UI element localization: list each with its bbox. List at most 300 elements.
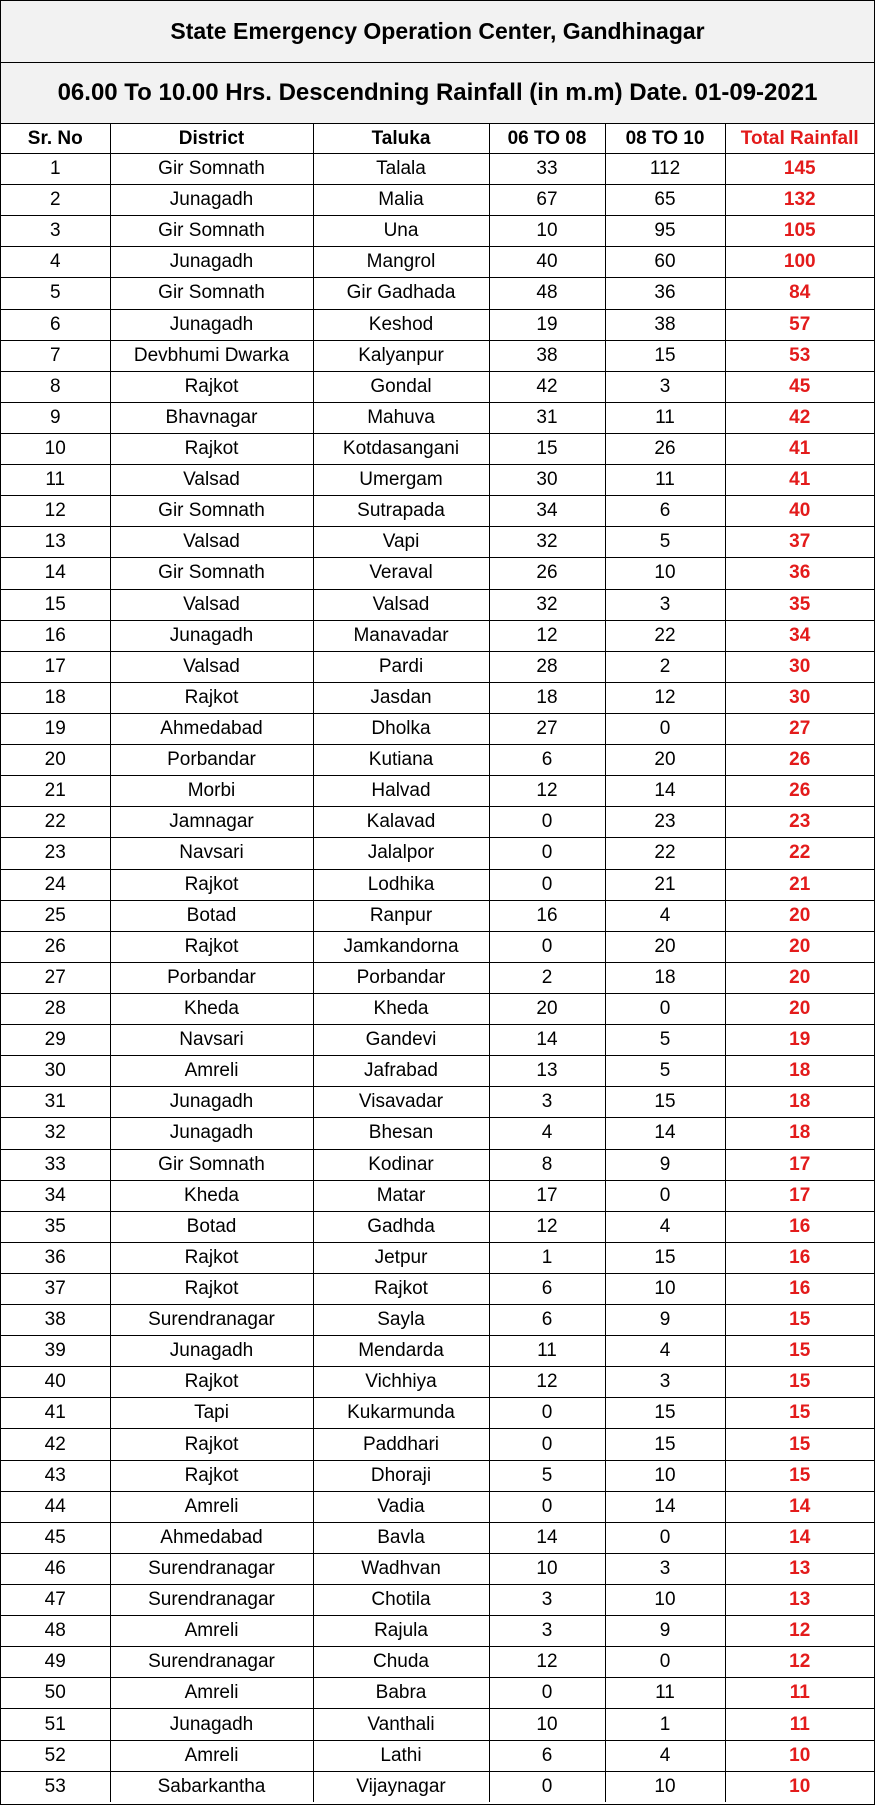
table-row (1, 340, 874, 371)
taluka-cell: Paddhari (313, 1429, 489, 1460)
sr-no-cell: 36 (1, 1242, 110, 1273)
table-row (1, 651, 874, 682)
total-rainfall-cell: 11 (725, 1678, 874, 1709)
sr-no-cell: 9 (1, 402, 110, 433)
district-cell: Bhavnagar (110, 402, 313, 433)
06-to-08-cell: 6 (489, 1273, 605, 1304)
taluka-cell: Pardi (313, 651, 489, 682)
06-to-08-cell: 0 (489, 1429, 605, 1460)
08-to-10-cell: 4 (605, 1336, 725, 1367)
table-row (1, 278, 874, 309)
taluka-cell: Kalyanpur (313, 340, 489, 371)
table-row (1, 620, 874, 651)
06-to-08-cell: 27 (489, 713, 605, 744)
06-to-08-cell: 20 (489, 993, 605, 1024)
06-to-08-cell: 2 (489, 962, 605, 993)
06-to-08-cell: 32 (489, 527, 605, 558)
table-row (1, 1367, 874, 1398)
sr-no-cell: 20 (1, 745, 110, 776)
taluka-cell: Jetpur (313, 1242, 489, 1273)
08-to-10-cell: 4 (605, 1211, 725, 1242)
table-row (1, 776, 874, 807)
taluka-cell: Dhoraji (313, 1460, 489, 1491)
district-cell: Ahmedabad (110, 713, 313, 744)
total-rainfall-cell: 37 (725, 527, 874, 558)
table-row (1, 931, 874, 962)
06-to-08-cell: 3 (489, 1585, 605, 1616)
08-to-10-cell: 3 (605, 1553, 725, 1584)
district-cell: Junagadh (110, 1087, 313, 1118)
06-to-08-cell: 10 (489, 1709, 605, 1740)
08-to-10-cell: 3 (605, 1367, 725, 1398)
sr-no-cell: 33 (1, 1149, 110, 1180)
column-header-06-to-08: 06 TO 08 (489, 124, 605, 154)
sr-no-cell: 38 (1, 1305, 110, 1336)
08-to-10-cell: 10 (605, 1585, 725, 1616)
taluka-cell: Kheda (313, 993, 489, 1024)
06-to-08-cell: 10 (489, 1553, 605, 1584)
taluka-cell: Chotila (313, 1585, 489, 1616)
08-to-10-cell: 22 (605, 620, 725, 651)
table-row (1, 465, 874, 496)
total-rainfall-cell: 20 (725, 993, 874, 1024)
taluka-cell: Manavadar (313, 620, 489, 651)
08-to-10-cell: 0 (605, 1522, 725, 1553)
sr-no-cell: 42 (1, 1429, 110, 1460)
08-to-10-cell: 4 (605, 1740, 725, 1771)
taluka-cell: Veraval (313, 558, 489, 589)
total-rainfall-cell: 19 (725, 1025, 874, 1056)
06-to-08-cell: 4 (489, 1118, 605, 1149)
06-to-08-cell: 1 (489, 1242, 605, 1273)
sr-no-cell: 18 (1, 682, 110, 713)
06-to-08-cell: 48 (489, 278, 605, 309)
taluka-cell: Gandevi (313, 1025, 489, 1056)
total-rainfall-cell: 18 (725, 1056, 874, 1087)
sr-no-cell: 41 (1, 1398, 110, 1429)
total-rainfall-cell: 10 (725, 1740, 874, 1771)
table-row (1, 1305, 874, 1336)
06-to-08-cell: 6 (489, 1740, 605, 1771)
taluka-cell: Matar (313, 1180, 489, 1211)
sr-no-cell: 49 (1, 1647, 110, 1678)
district-cell: Rajkot (110, 682, 313, 713)
taluka-cell: Wadhvan (313, 1553, 489, 1584)
sr-no-cell: 50 (1, 1678, 110, 1709)
taluka-cell: Porbandar (313, 962, 489, 993)
taluka-cell: Sayla (313, 1305, 489, 1336)
table-row (1, 1585, 874, 1616)
district-cell: Gir Somnath (110, 216, 313, 247)
table-row (1, 713, 874, 744)
table-row (1, 745, 874, 776)
column-header-sr-no: Sr. No (1, 124, 110, 154)
08-to-10-cell: 14 (605, 776, 725, 807)
08-to-10-cell: 10 (605, 558, 725, 589)
table-header (1, 124, 874, 154)
total-rainfall-cell: 21 (725, 869, 874, 900)
district-cell: Surendranagar (110, 1647, 313, 1678)
total-rainfall-cell: 42 (725, 402, 874, 433)
06-to-08-cell: 16 (489, 900, 605, 931)
sr-no-cell: 44 (1, 1491, 110, 1522)
08-to-10-cell: 15 (605, 1242, 725, 1273)
table-row (1, 1149, 874, 1180)
district-cell: Junagadh (110, 1118, 313, 1149)
table-row (1, 1336, 874, 1367)
06-to-08-cell: 15 (489, 433, 605, 464)
sr-no-cell: 1 (1, 154, 110, 185)
taluka-cell: Kalavad (313, 807, 489, 838)
06-to-08-cell: 18 (489, 682, 605, 713)
sr-no-cell: 15 (1, 589, 110, 620)
sr-no-cell: 21 (1, 776, 110, 807)
table-row (1, 1491, 874, 1522)
total-rainfall-cell: 15 (725, 1336, 874, 1367)
district-cell: Valsad (110, 465, 313, 496)
06-to-08-cell: 5 (489, 1460, 605, 1491)
08-to-10-cell: 95 (605, 216, 725, 247)
column-header-total-rainfall: Total Rainfall (725, 124, 874, 154)
06-to-08-cell: 3 (489, 1616, 605, 1647)
district-cell: Valsad (110, 527, 313, 558)
table-row (1, 900, 874, 931)
sr-no-cell: 8 (1, 371, 110, 402)
total-rainfall-cell: 15 (725, 1367, 874, 1398)
total-rainfall-cell: 20 (725, 962, 874, 993)
total-rainfall-cell: 22 (725, 838, 874, 869)
taluka-cell: Dholka (313, 713, 489, 744)
sr-no-cell: 46 (1, 1553, 110, 1584)
total-rainfall-cell: 45 (725, 371, 874, 402)
total-rainfall-cell: 84 (725, 278, 874, 309)
sr-no-cell: 52 (1, 1740, 110, 1771)
total-rainfall-cell: 30 (725, 651, 874, 682)
08-to-10-cell: 0 (605, 713, 725, 744)
06-to-08-cell: 12 (489, 1647, 605, 1678)
district-cell: Gir Somnath (110, 154, 313, 185)
08-to-10-cell: 1 (605, 1709, 725, 1740)
06-to-08-cell: 14 (489, 1025, 605, 1056)
sr-no-cell: 34 (1, 1180, 110, 1211)
taluka-cell: Jasdan (313, 682, 489, 713)
table-row (1, 154, 874, 185)
table-row (1, 402, 874, 433)
table-row (1, 1087, 874, 1118)
table-row (1, 1429, 874, 1460)
total-rainfall-cell: 132 (725, 185, 874, 216)
sr-no-cell: 4 (1, 247, 110, 278)
08-to-10-cell: 26 (605, 433, 725, 464)
total-rainfall-cell: 17 (725, 1149, 874, 1180)
district-cell: Morbi (110, 776, 313, 807)
district-cell: Rajkot (110, 433, 313, 464)
table-body (1, 154, 874, 1802)
total-rainfall-cell: 30 (725, 682, 874, 713)
total-rainfall-cell: 16 (725, 1211, 874, 1242)
district-cell: Surendranagar (110, 1553, 313, 1584)
district-cell: Amreli (110, 1491, 313, 1522)
sr-no-cell: 16 (1, 620, 110, 651)
table-row (1, 1180, 874, 1211)
08-to-10-cell: 6 (605, 496, 725, 527)
sr-no-cell: 35 (1, 1211, 110, 1242)
district-cell: Kheda (110, 993, 313, 1024)
sr-no-cell: 45 (1, 1522, 110, 1553)
table-row (1, 682, 874, 713)
table-row (1, 1211, 874, 1242)
total-rainfall-cell: 40 (725, 496, 874, 527)
district-cell: Junagadh (110, 309, 313, 340)
total-rainfall-cell: 15 (725, 1429, 874, 1460)
table-row (1, 993, 874, 1024)
sr-no-cell: 37 (1, 1273, 110, 1304)
06-to-08-cell: 67 (489, 185, 605, 216)
district-cell: Junagadh (110, 1336, 313, 1367)
total-rainfall-cell: 41 (725, 465, 874, 496)
table-row (1, 433, 874, 464)
taluka-cell: Talala (313, 154, 489, 185)
08-to-10-cell: 11 (605, 402, 725, 433)
total-rainfall-cell: 20 (725, 900, 874, 931)
district-cell: Amreli (110, 1678, 313, 1709)
district-cell: Rajkot (110, 869, 313, 900)
district-cell: Amreli (110, 1616, 313, 1647)
total-rainfall-cell: 16 (725, 1242, 874, 1273)
taluka-cell: Vichhiya (313, 1367, 489, 1398)
total-rainfall-cell: 27 (725, 713, 874, 744)
06-to-08-cell: 0 (489, 838, 605, 869)
08-to-10-cell: 36 (605, 278, 725, 309)
06-to-08-cell: 0 (489, 1771, 605, 1802)
08-to-10-cell: 0 (605, 1647, 725, 1678)
district-cell: Surendranagar (110, 1585, 313, 1616)
08-to-10-cell: 0 (605, 1180, 725, 1211)
06-to-08-cell: 6 (489, 745, 605, 776)
sr-no-cell: 31 (1, 1087, 110, 1118)
taluka-cell: Kutiana (313, 745, 489, 776)
district-cell: Ahmedabad (110, 1522, 313, 1553)
08-to-10-cell: 9 (605, 1305, 725, 1336)
taluka-cell: Ranpur (313, 900, 489, 931)
08-to-10-cell: 14 (605, 1491, 725, 1522)
06-to-08-cell: 12 (489, 776, 605, 807)
table-row (1, 1242, 874, 1273)
08-to-10-cell: 65 (605, 185, 725, 216)
taluka-cell: Valsad (313, 589, 489, 620)
total-rainfall-cell: 15 (725, 1305, 874, 1336)
taluka-cell: Vanthali (313, 1709, 489, 1740)
district-cell: Junagadh (110, 620, 313, 651)
sr-no-cell: 26 (1, 931, 110, 962)
sr-no-cell: 51 (1, 1709, 110, 1740)
taluka-cell: Umergam (313, 465, 489, 496)
district-cell: Botad (110, 900, 313, 931)
table-row (1, 1553, 874, 1584)
table-row (1, 962, 874, 993)
08-to-10-cell: 14 (605, 1118, 725, 1149)
06-to-08-cell: 3 (489, 1087, 605, 1118)
taluka-cell: Halvad (313, 776, 489, 807)
taluka-cell: Gir Gadhada (313, 278, 489, 309)
total-rainfall-cell: 36 (725, 558, 874, 589)
06-to-08-cell: 13 (489, 1056, 605, 1087)
column-header-taluka: Taluka (313, 124, 489, 154)
table-row (1, 1460, 874, 1491)
district-cell: Devbhumi Dwarka (110, 340, 313, 371)
total-rainfall-cell: 18 (725, 1087, 874, 1118)
district-cell: Botad (110, 1211, 313, 1242)
table-row (1, 1118, 874, 1149)
06-to-08-cell: 0 (489, 931, 605, 962)
sr-no-cell: 19 (1, 713, 110, 744)
08-to-10-cell: 0 (605, 993, 725, 1024)
district-cell: Junagadh (110, 247, 313, 278)
report-subtitle: 06.00 To 10.00 Hrs. Descendning Rainfall (in m.m) Date. 01-09-2021 (1, 63, 874, 124)
district-cell: Kheda (110, 1180, 313, 1211)
sr-no-cell: 7 (1, 340, 110, 371)
sr-no-cell: 10 (1, 433, 110, 464)
total-rainfall-cell: 34 (725, 620, 874, 651)
08-to-10-cell: 60 (605, 247, 725, 278)
06-to-08-cell: 33 (489, 154, 605, 185)
06-to-08-cell: 40 (489, 247, 605, 278)
district-cell: Gir Somnath (110, 278, 313, 309)
total-rainfall-cell: 53 (725, 340, 874, 371)
district-cell: Rajkot (110, 1273, 313, 1304)
taluka-cell: Una (313, 216, 489, 247)
taluka-cell: Visavadar (313, 1087, 489, 1118)
08-to-10-cell: 112 (605, 154, 725, 185)
total-rainfall-cell: 26 (725, 745, 874, 776)
district-cell: Rajkot (110, 1242, 313, 1273)
sr-no-cell: 11 (1, 465, 110, 496)
district-cell: Valsad (110, 651, 313, 682)
taluka-cell: Bhesan (313, 1118, 489, 1149)
06-to-08-cell: 19 (489, 309, 605, 340)
taluka-cell: Keshod (313, 309, 489, 340)
district-cell: Jamnagar (110, 807, 313, 838)
district-cell: Rajkot (110, 1429, 313, 1460)
taluka-cell: Gadhda (313, 1211, 489, 1242)
06-to-08-cell: 10 (489, 216, 605, 247)
taluka-cell: Vijaynagar (313, 1771, 489, 1802)
taluka-cell: Bavla (313, 1522, 489, 1553)
total-rainfall-cell: 105 (725, 216, 874, 247)
total-rainfall-cell: 23 (725, 807, 874, 838)
total-rainfall-cell: 18 (725, 1118, 874, 1149)
table-row (1, 1771, 874, 1802)
08-to-10-cell: 38 (605, 309, 725, 340)
district-cell: Valsad (110, 589, 313, 620)
sr-no-cell: 32 (1, 1118, 110, 1149)
taluka-cell: Rajula (313, 1616, 489, 1647)
06-to-08-cell: 26 (489, 558, 605, 589)
taluka-cell: Gondal (313, 371, 489, 402)
taluka-cell: Vadia (313, 1491, 489, 1522)
total-rainfall-cell: 145 (725, 154, 874, 185)
08-to-10-cell: 22 (605, 838, 725, 869)
08-to-10-cell: 5 (605, 1025, 725, 1056)
08-to-10-cell: 10 (605, 1273, 725, 1304)
08-to-10-cell: 12 (605, 682, 725, 713)
sr-no-cell: 53 (1, 1771, 110, 1802)
08-to-10-cell: 9 (605, 1149, 725, 1180)
district-cell: Amreli (110, 1056, 313, 1087)
total-rainfall-cell: 41 (725, 433, 874, 464)
08-to-10-cell: 20 (605, 931, 725, 962)
table-row (1, 247, 874, 278)
06-to-08-cell: 12 (489, 620, 605, 651)
06-to-08-cell: 31 (489, 402, 605, 433)
06-to-08-cell: 38 (489, 340, 605, 371)
table-row (1, 869, 874, 900)
table-row (1, 1398, 874, 1429)
08-to-10-cell: 3 (605, 371, 725, 402)
08-to-10-cell: 10 (605, 1771, 725, 1802)
total-rainfall-cell: 16 (725, 1273, 874, 1304)
sr-no-cell: 2 (1, 185, 110, 216)
taluka-cell: Malia (313, 185, 489, 216)
sr-no-cell: 43 (1, 1460, 110, 1491)
06-to-08-cell: 0 (489, 1491, 605, 1522)
08-to-10-cell: 15 (605, 340, 725, 371)
table-row (1, 1025, 874, 1056)
rainfall-table (1, 124, 874, 1802)
08-to-10-cell: 21 (605, 869, 725, 900)
district-cell: Tapi (110, 1398, 313, 1429)
sr-no-cell: 39 (1, 1336, 110, 1367)
table-row (1, 1647, 874, 1678)
district-cell: Navsari (110, 1025, 313, 1056)
taluka-cell: Sutrapada (313, 496, 489, 527)
report-title: State Emergency Operation Center, Gandhinagar (1, 1, 874, 63)
sr-no-cell: 23 (1, 838, 110, 869)
table-row (1, 496, 874, 527)
district-cell: Sabarkantha (110, 1771, 313, 1802)
taluka-cell: Vapi (313, 527, 489, 558)
06-to-08-cell: 30 (489, 465, 605, 496)
08-to-10-cell: 2 (605, 651, 725, 682)
sr-no-cell: 22 (1, 807, 110, 838)
08-to-10-cell: 9 (605, 1616, 725, 1647)
08-to-10-cell: 5 (605, 527, 725, 558)
district-cell: Gir Somnath (110, 496, 313, 527)
district-cell: Amreli (110, 1740, 313, 1771)
06-to-08-cell: 12 (489, 1211, 605, 1242)
district-cell: Surendranagar (110, 1305, 313, 1336)
sr-no-cell: 29 (1, 1025, 110, 1056)
total-rainfall-cell: 57 (725, 309, 874, 340)
06-to-08-cell: 34 (489, 496, 605, 527)
06-to-08-cell: 14 (489, 1522, 605, 1553)
08-to-10-cell: 15 (605, 1398, 725, 1429)
total-rainfall-cell: 35 (725, 589, 874, 620)
06-to-08-cell: 0 (489, 869, 605, 900)
taluka-cell: Jamkandorna (313, 931, 489, 962)
total-rainfall-cell: 15 (725, 1460, 874, 1491)
08-to-10-cell: 10 (605, 1460, 725, 1491)
08-to-10-cell: 5 (605, 1056, 725, 1087)
total-rainfall-cell: 100 (725, 247, 874, 278)
sr-no-cell: 12 (1, 496, 110, 527)
taluka-cell: Kodinar (313, 1149, 489, 1180)
district-cell: Rajkot (110, 1367, 313, 1398)
sr-no-cell: 40 (1, 1367, 110, 1398)
table-row (1, 838, 874, 869)
district-cell: Rajkot (110, 1460, 313, 1491)
sr-no-cell: 3 (1, 216, 110, 247)
